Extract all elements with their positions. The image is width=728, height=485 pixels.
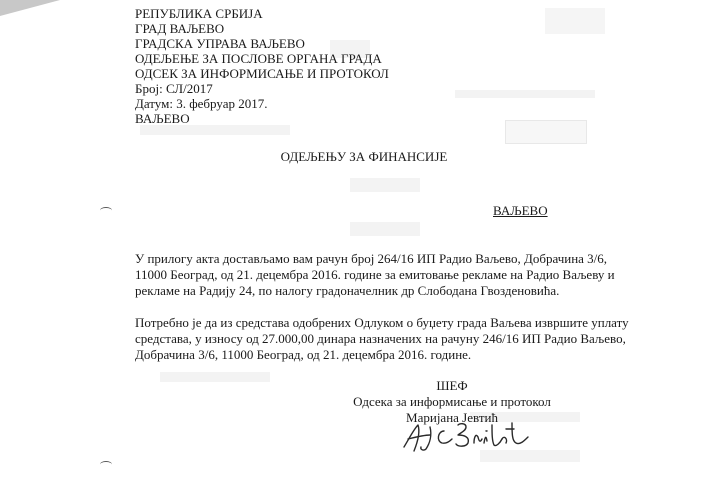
recipient-place: ВАЉЕВО (493, 203, 548, 218)
header-country: РЕПУБЛИКА СРБИЈА (135, 6, 263, 21)
header-number: Број: СЛ/2017 (135, 81, 213, 96)
bleed-through-artifact (505, 120, 587, 144)
signature-name: Маријана Јевтић (406, 410, 498, 425)
bleed-through-artifact (350, 178, 420, 192)
scan-corner-shadow (0, 0, 60, 16)
signature-title: ШЕФ (436, 378, 468, 393)
header-city: ГРАД ВАЉЕВО (135, 21, 225, 36)
handwritten-signature (400, 417, 545, 455)
body-line: рекламе на Радију 24, по налогу градоначелник др Слободана Гвозденовића. (135, 283, 560, 298)
signature-department: Одсека за информисање и протокол (353, 394, 551, 409)
header-place: ВАЉЕВО (135, 111, 190, 126)
bleed-through-artifact (545, 8, 605, 34)
recipient-title: ОДЕЉЕЊУ ЗА ФИНАНСИЈЕ (280, 149, 448, 164)
header-department: ОДЕЉЕЊЕ ЗА ПОСЛОВЕ ОРГАНА ГРАДА (135, 51, 382, 66)
bleed-through-artifact (455, 90, 595, 98)
punch-mark (100, 461, 112, 468)
body-line: средстава, у износу од 27.000,00 динара назначених на рачуну 246/16 ИП Радио Ваљево, (135, 331, 626, 346)
header-date: Датум: 3. фебруар 2017. (135, 96, 268, 111)
bleed-through-artifact (140, 125, 290, 135)
header-section: ОДСЕК ЗА ИНФОРМИСАЊЕ И ПРОТОКОЛ (135, 66, 389, 81)
body-line: Потребно је да из средстава одобрених Одлуком о буџету града Ваљева извршите уплату (135, 315, 629, 330)
header-administration: ГРАДСКА УПРАВА ВАЉЕВО (135, 36, 305, 51)
body-line: Добрачина 3/6, 11000 Београд, од 21. децембра 2016. године. (135, 347, 472, 362)
body-line: У прилогу акта достављамо вам рачун број 264/16 ИП Радио Ваљево, Добрачина 3/6, (135, 251, 608, 266)
bleed-through-artifact (350, 222, 420, 236)
body-line: 11000 Београд, од 21. децембра 2016. године за емитовање рекламе на Радио Ваљеву и (135, 267, 615, 282)
punch-mark (100, 207, 112, 214)
